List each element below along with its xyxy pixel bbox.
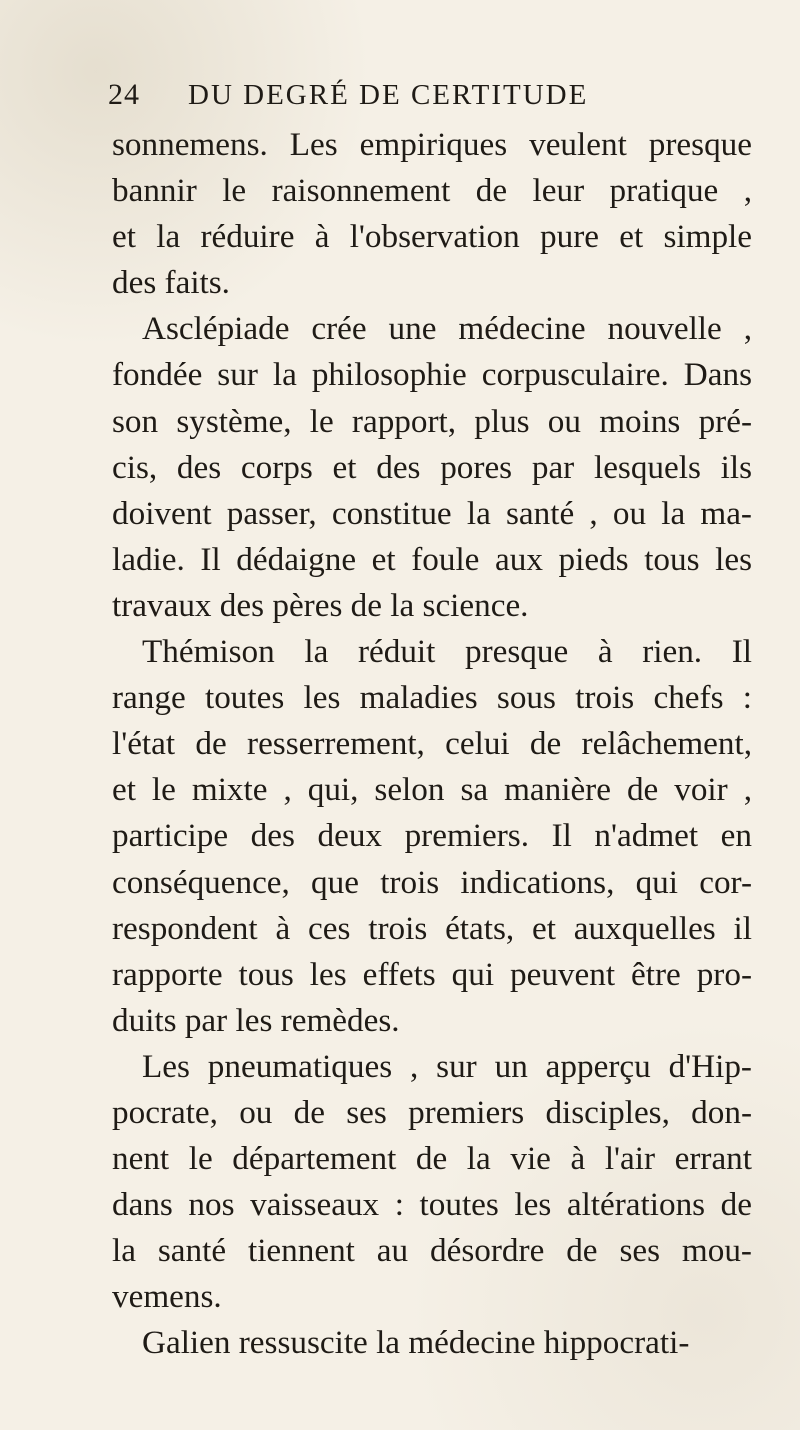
text-line: conséquence, que trois indications, qui cor- <box>112 863 752 901</box>
text-line: son système, le rapport, plus ou moins pré- <box>112 402 752 440</box>
text-line: duits par les remèdes. <box>112 1001 400 1039</box>
text-line: fondée sur la philosophie corpusculaire. Dans <box>112 356 752 394</box>
text-line: et le mixte , qui, selon sa manière de voir , <box>112 771 752 809</box>
text-line: des faits. <box>112 264 230 302</box>
text-line: dans nos vaisseaux : toutes les altérations de <box>112 1186 752 1224</box>
text-line: sonnemens. Les empiriques veulent presque <box>112 126 752 163</box>
text-line: Galien ressuscite la médecine hippocrati- <box>142 1324 690 1362</box>
text-line: nent le département de la vie à l'air errant <box>112 1140 752 1178</box>
text-line: cis, des corps et des pores par lesquels ils <box>112 448 752 486</box>
text-line: Les pneumatiques , sur un apperçu d'Hip- <box>142 1047 752 1085</box>
text-line: bannir le raisonnement de leur pratique , <box>112 172 752 210</box>
text-line: travaux des pères de la science. <box>112 586 529 624</box>
text-line: doivent passer, constitue la santé , ou la ma- <box>112 494 752 532</box>
text-line: range toutes les maladies sous trois chefs : <box>112 679 752 717</box>
page-number: 24 <box>108 78 140 111</box>
text-line: vemens. <box>112 1278 222 1316</box>
text-line: pocrate, ou de ses premiers disciples, don- <box>112 1093 752 1131</box>
text-line: ladie. Il dédaigne et foule aux pieds tous les <box>112 540 752 578</box>
text-line: respondent à ces trois états, et auxquelles il <box>112 909 752 947</box>
text-line: Asclépiade crée une médecine nouvelle , <box>142 310 752 348</box>
text-line: Thémison la réduit presque à rien. Il <box>142 633 752 671</box>
body-text <box>112 122 752 1367</box>
text-line: l'état de resserrement, celui de relâchement, <box>112 725 752 763</box>
text-line: la santé tiennent au désordre de ses mou- <box>112 1232 752 1270</box>
text-line: participe des deux premiers. Il n'admet en <box>112 817 752 855</box>
text-line: et la réduire à l'observation pure et simple <box>112 218 752 256</box>
running-head: DU DEGRÉ DE CERTITUDE <box>188 79 589 111</box>
text-line: rapporte tous les effets qui peuvent être pro- <box>112 955 752 993</box>
page-header <box>108 78 728 118</box>
